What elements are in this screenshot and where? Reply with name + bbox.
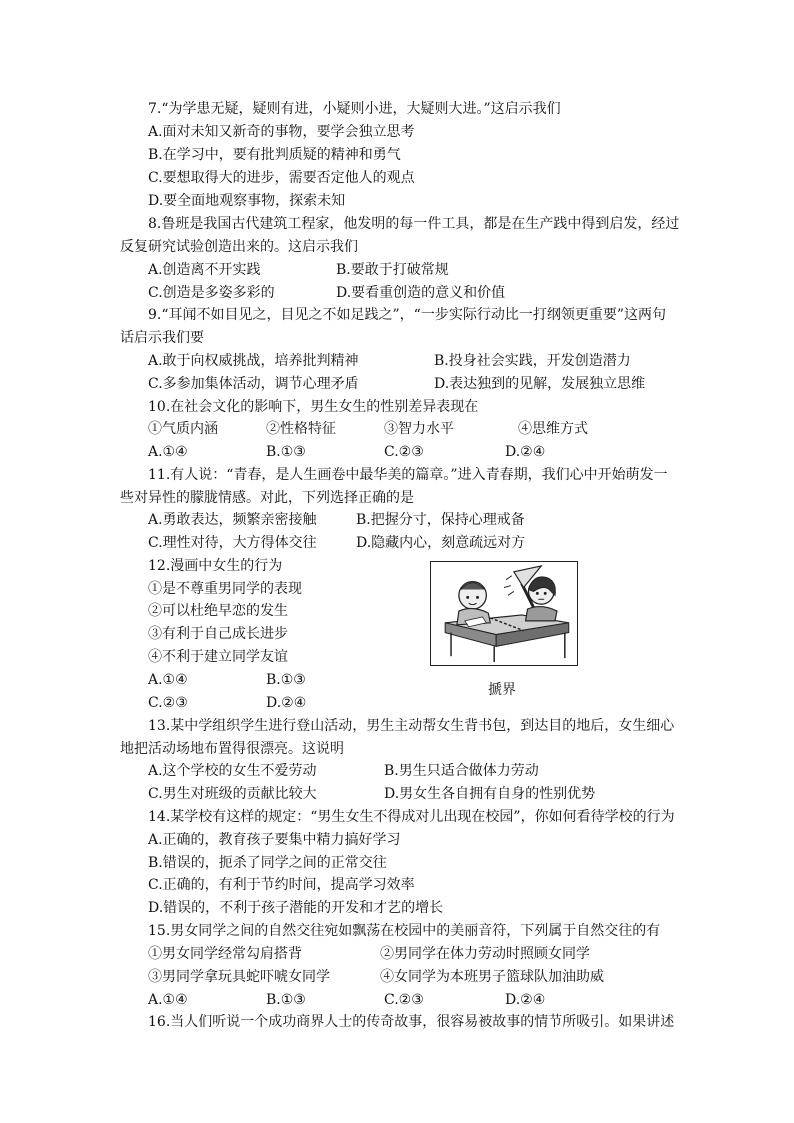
q12-option-a: A.①④ — [148, 672, 188, 688]
q15-item-2: ②男同学在体力劳动时照顾女同学 — [380, 946, 590, 962]
q8-option-b: B.要敢于打破常规 — [336, 262, 449, 278]
q10-option-d: D.②④ — [505, 444, 546, 460]
q9-option-b: B.投身社会实践，开发创造潜力 — [434, 353, 631, 369]
q11-option-c: C.理性对待，大方得体交往 — [148, 535, 317, 551]
q12-item-4: ④不利于建立同学友谊 — [148, 649, 288, 665]
q11-option-a: A.勇敢表达，频繁亲密接触 — [148, 512, 317, 528]
q15-option-c: C.②③ — [384, 992, 424, 1008]
q7-option-a: A.面对未知又新奇的事物，要学会独立思考 — [148, 124, 415, 140]
q11-stem-line1: 11.有人说：“青春，是人生画卷中最华美的篇章。”进入青春期，我们心中开始萌发一 — [148, 467, 668, 483]
q8-option-c: C.创造是多姿多彩的 — [148, 285, 275, 301]
q12-option-b: B.①③ — [266, 672, 306, 688]
q7-option-b: B.在学习中，要有批判质疑的精神和勇气 — [148, 147, 401, 163]
q13-option-c: C.男生对班级的贡献比较大 — [148, 786, 317, 802]
q12-stem: 12.漫画中女生的行为 — [148, 558, 283, 574]
q13-option-b: B.男生只适合做体力劳动 — [384, 763, 539, 779]
q12-item-2: ②可以杜绝早恋的发生 — [148, 603, 288, 619]
q7-option-c: C.要想取得大的进步，需要否定他人的观点 — [148, 170, 415, 186]
q10-option-a: A.①④ — [148, 444, 188, 460]
q10-stem: 10.在社会文化的影响下，男生女生的性别差异表现在 — [148, 399, 479, 415]
q13-stem-line2: 地把活动场地布置得很漂亮。这说明 — [120, 741, 344, 757]
q7-option-d: D.要全面地观察事物，探索未知 — [148, 193, 346, 209]
cartoon-caption: 搋界 — [488, 682, 516, 698]
q8-option-a: A.创造离不开实践 — [148, 262, 261, 278]
q15-option-a: A.①④ — [148, 992, 188, 1008]
q15-item-4: ④女同学为本班男子篮球队加油助威 — [380, 969, 604, 985]
q12-option-c: C.②③ — [148, 695, 188, 711]
q11-option-d: D.隐藏内心，刻意疏远对方 — [356, 535, 526, 551]
q15-option-d: D.②④ — [505, 992, 546, 1008]
q14-option-c: C.正确的，有利于节约时间，提高学习效率 — [148, 877, 415, 893]
q12-option-d: D.②④ — [266, 695, 307, 711]
q10-option-b: B.①③ — [266, 444, 306, 460]
q10-item-1: ①气质内涵 — [148, 421, 218, 437]
q11-stem-line2: 些对异性的朦胧情感。对此，下列选择正确的是 — [120, 490, 414, 506]
q7-stem: 7.“为学患无疑，疑则有进，小疑则小进，大疑则大进。”这启示我们 — [148, 101, 561, 117]
q12-item-1: ①是不尊重男同学的表现 — [148, 581, 302, 597]
q15-item-3: ③男同学拿玩具蛇吓唬女同学 — [148, 969, 330, 985]
q10-item-2: ②性格特征 — [266, 421, 336, 437]
q13-option-a: A.这个学校的女生不爱劳动 — [148, 763, 317, 779]
q10-option-c: C.②③ — [384, 444, 424, 460]
q11-option-b: B.把握分寸，保持心理戒备 — [356, 512, 525, 528]
q8-option-d: D.要看重创造的意义和价值 — [336, 285, 506, 301]
q14-stem: 14.某学校有这样的规定：“男生女生不得成对儿出现在校园”，你如何看待学校的行为 — [148, 809, 675, 825]
q8-stem-line2: 反复研究试验创造出来的。这启示我们 — [120, 239, 358, 255]
cartoon-illustration — [431, 562, 577, 665]
q8-stem-line1: 8.鲁班是我国古代建筑工程家，他发明的每一件工具，都是在生产践中得到启发，经过 — [148, 216, 680, 232]
q15-item-1: ①男女同学经常勾肩搭背 — [148, 946, 302, 962]
q9-stem-line2: 话启示我们要 — [120, 330, 204, 346]
q9-stem-line1: 9.“耳闻不如目见之，目见之不如足践之”，“一步实际行动比一打纲领更重要”这两句 — [148, 307, 666, 323]
q9-option-c: C.多参加集体活动，调节心理矛盾 — [148, 376, 359, 392]
q13-stem-line1: 13.某中学组织学生进行登山活动，男生主动帮女生背书包，到达目的地后，女生细心 — [148, 718, 675, 734]
q15-option-b: B.①③ — [266, 992, 306, 1008]
q14-option-a: A.正确的，教育孩子要集中精力搞好学习 — [148, 832, 401, 848]
q14-option-d: D.错误的，不利于孩子潜能的开发和才艺的增长 — [148, 900, 444, 916]
q14-option-b: B.错误的，扼杀了同学之间的正常交往 — [148, 855, 387, 871]
q9-option-a: A.敢于向权威挑战，培养批判精神 — [148, 353, 359, 369]
cartoon-image — [430, 561, 578, 666]
q13-option-d: D.男女生各自拥有自身的性别优势 — [384, 786, 596, 802]
q10-item-4: ④思维方式 — [518, 421, 588, 437]
q12-item-3: ③有利于自己成长进步 — [148, 626, 288, 642]
q9-option-d: D.表达独到的见解，发展独立思维 — [434, 376, 646, 392]
q16-stem: 16.当人们听说一个成功商界人士的传奇故事，很容易被故事的情节所吸引。如果讲述 — [148, 1014, 675, 1030]
q15-stem: 15.男女同学之间的自然交往宛如飘荡在校园中的美丽音符，下列属于自然交往的有 — [148, 923, 661, 939]
q10-item-3: ③智力水平 — [384, 421, 454, 437]
